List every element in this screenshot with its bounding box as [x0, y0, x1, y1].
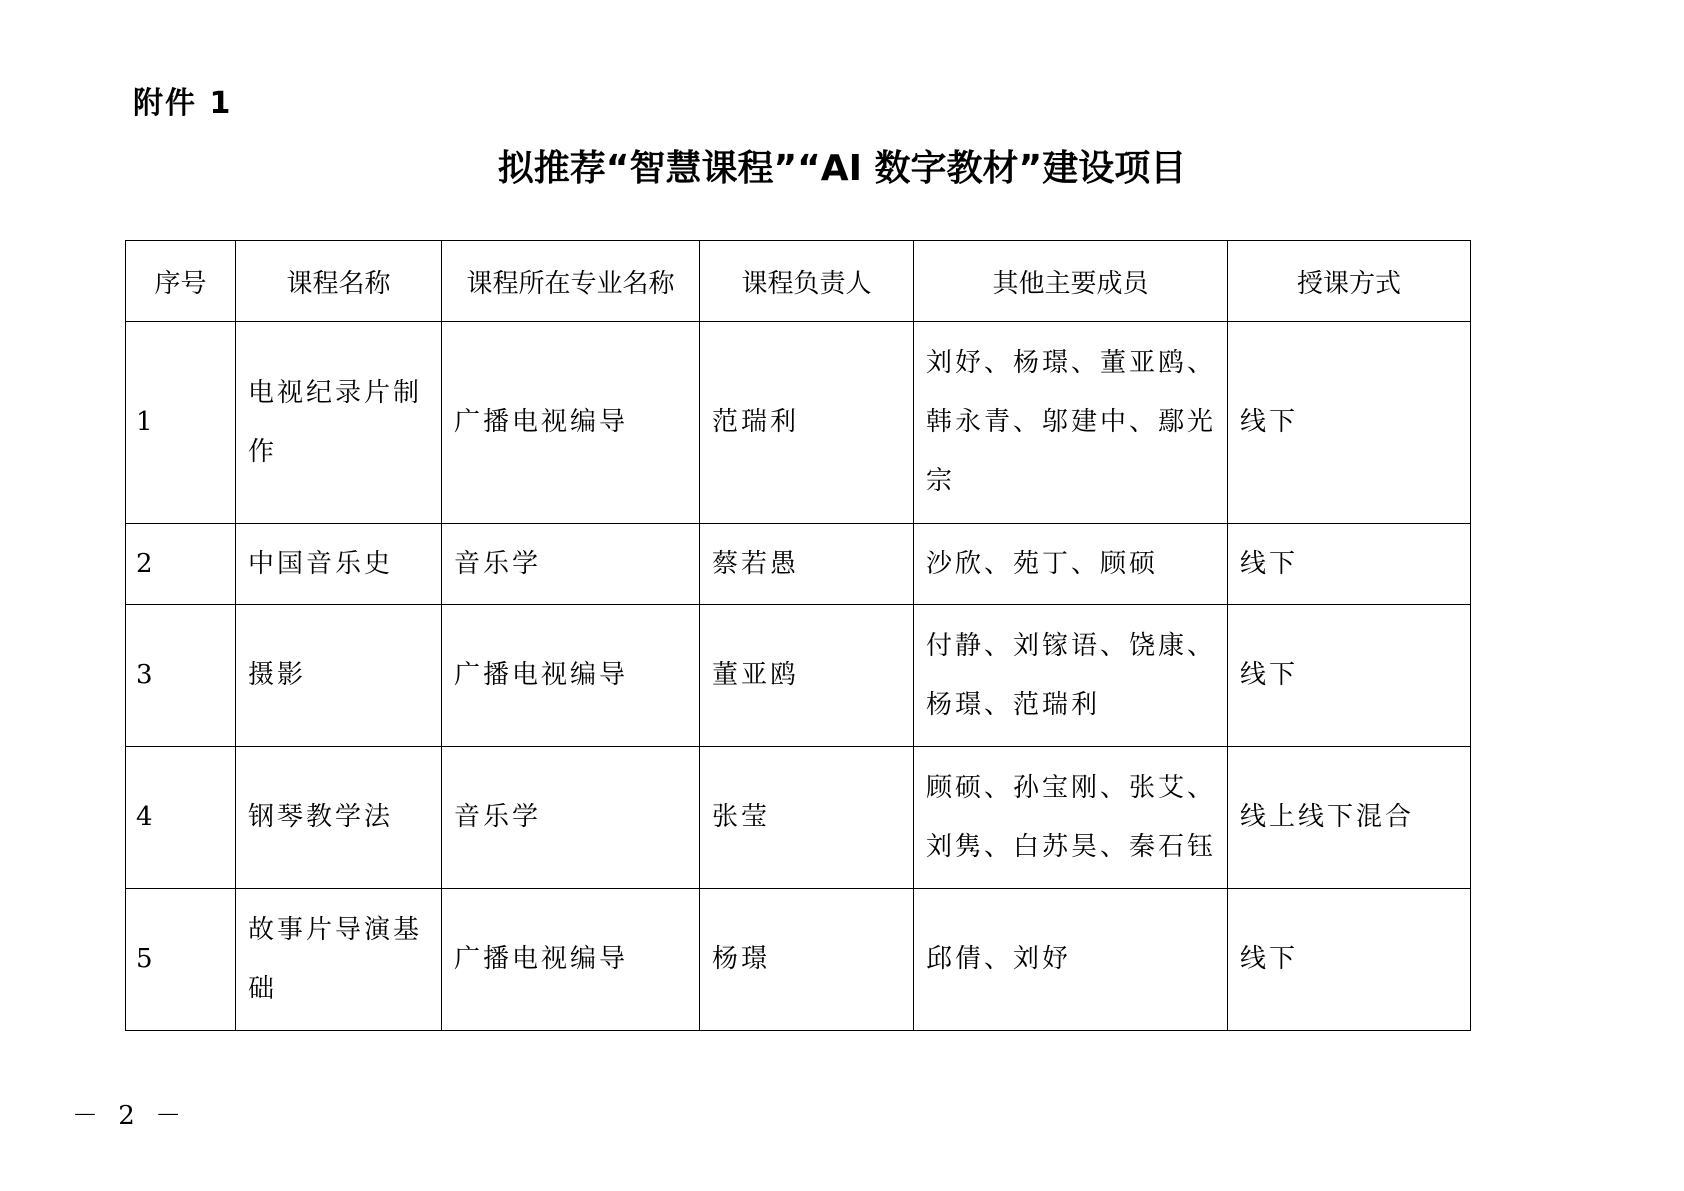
header-members: 其他主要成员 [914, 241, 1228, 322]
cell-teaching-mode: 线上线下混合 [1228, 747, 1471, 889]
cell-serial: 4 [126, 747, 236, 889]
cell-members: 刘妤、杨璟、董亚鸥、韩永青、邬建中、鄢光宗 [914, 322, 1228, 524]
cell-members: 邱倩、刘妤 [914, 889, 1228, 1031]
cell-serial: 5 [126, 889, 236, 1031]
cell-major: 音乐学 [442, 524, 700, 605]
attachment-label: 附件 1 [133, 86, 233, 121]
header-course-lead: 课程负责人 [700, 241, 914, 322]
cell-course-lead: 杨璟 [700, 889, 914, 1031]
table-row [126, 605, 1471, 747]
cell-serial: 2 [126, 524, 236, 605]
table-row [126, 524, 1471, 605]
cell-teaching-mode: 线下 [1228, 322, 1471, 524]
cell-major: 广播电视编导 [442, 889, 700, 1031]
header-serial: 序号 [126, 241, 236, 322]
cell-major: 广播电视编导 [442, 322, 700, 524]
cell-course-name: 中国音乐史 [236, 524, 442, 605]
cell-major: 广播电视编导 [442, 605, 700, 747]
cell-members: 沙欣、苑丁、顾硕 [914, 524, 1228, 605]
page-number: － 2 － [72, 1101, 188, 1131]
cell-serial: 1 [126, 322, 236, 524]
project-table [125, 240, 1471, 1031]
cell-teaching-mode: 线下 [1228, 889, 1471, 1031]
cell-teaching-mode: 线下 [1228, 605, 1471, 747]
cell-course-lead: 董亚鸥 [700, 605, 914, 747]
header-teaching-mode: 授课方式 [1228, 241, 1471, 322]
cell-course-lead: 张莹 [700, 747, 914, 889]
cell-course-name: 摄影 [236, 605, 442, 747]
header-major: 课程所在专业名称 [442, 241, 700, 322]
cell-course-name: 故事片导演基础 [236, 889, 442, 1031]
cell-course-name: 钢琴教学法 [236, 747, 442, 889]
table-row [126, 322, 1471, 524]
table-row [126, 889, 1471, 1031]
cell-course-name: 电视纪录片制作 [236, 322, 442, 524]
cell-course-lead: 蔡若愚 [700, 524, 914, 605]
table-row [126, 747, 1471, 889]
header-course-name: 课程名称 [236, 241, 442, 322]
cell-teaching-mode: 线下 [1228, 524, 1471, 605]
cell-serial: 3 [126, 605, 236, 747]
cell-course-lead: 范瑞利 [700, 322, 914, 524]
cell-members: 付静、刘镓语、饶康、杨璟、范瑞利 [914, 605, 1228, 747]
cell-members: 顾硕、孙宝刚、张艾、刘隽、白苏昊、秦石钰 [914, 747, 1228, 889]
document-title: 拟推荐“智慧课程”“AI 数字教材”建设项目 [497, 148, 1187, 189]
cell-major: 音乐学 [442, 747, 700, 889]
table-header-row [126, 241, 1471, 322]
